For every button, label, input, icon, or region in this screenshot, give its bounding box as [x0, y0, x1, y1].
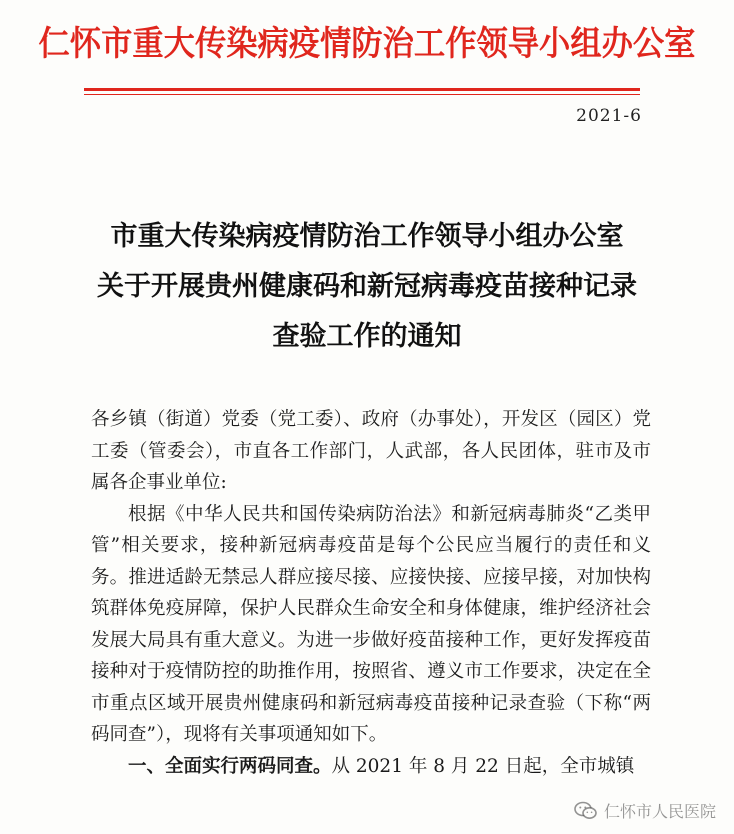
section-1-text: 从 2021 年 8 月 22 日起，全市城镇	[331, 755, 635, 777]
org-header: 仁怀市重大传染病疫情防治工作领导小组办公室	[38, 24, 696, 64]
doc-title-line-3: 查验工作的通知	[272, 321, 462, 352]
doc-body	[91, 404, 651, 782]
salutation: 各乡镇（街道）党委（党工委）、政府（办事处），开发区（园区）党工委（管委会），市直各工作部门，人武部，各人民团体，驻市及市属各企事业单位:	[91, 409, 651, 493]
section-1	[91, 751, 651, 783]
watermark-text: 仁怀市人民医院	[603, 802, 716, 821]
doc-number: 2021-6	[576, 106, 642, 126]
paragraph-1: 根据《中华人民共和国传染病防治法》和新冠病毒肺炎“乙类甲管”相关要求，接种新冠病毒疫苗是每个公民应当履行的责任和义务。推进适龄无禁忌人群应接尽接、应接快接、应接早接，对加快构筑群体免疫屏障，保护人民群众生命安全和身体健康，维护经济社会发展大局具有重大意义。为进一步做好疫苗接种工作，更好发挥疫苗接种对于疫情防控的助推作用，按照省、遵义市工作要求，决定在全市重点区域开展贵州健康码和新冠病毒疫苗接种记录查验（下称“两码同查”），现将有关事项通知如下。	[91, 503, 651, 745]
wechat-icon	[574, 801, 598, 821]
watermark	[574, 799, 716, 822]
red-divider-thin	[84, 94, 640, 95]
section-1-heading: 一、全面实行两码同查。	[128, 755, 332, 777]
red-divider-thick	[84, 88, 640, 91]
doc-title-line-2: 关于开展贵州健康码和新冠病毒疫苗接种记录	[97, 271, 637, 302]
doc-title-line-1: 市重大传染病疫情防治工作领导小组办公室	[110, 221, 624, 252]
